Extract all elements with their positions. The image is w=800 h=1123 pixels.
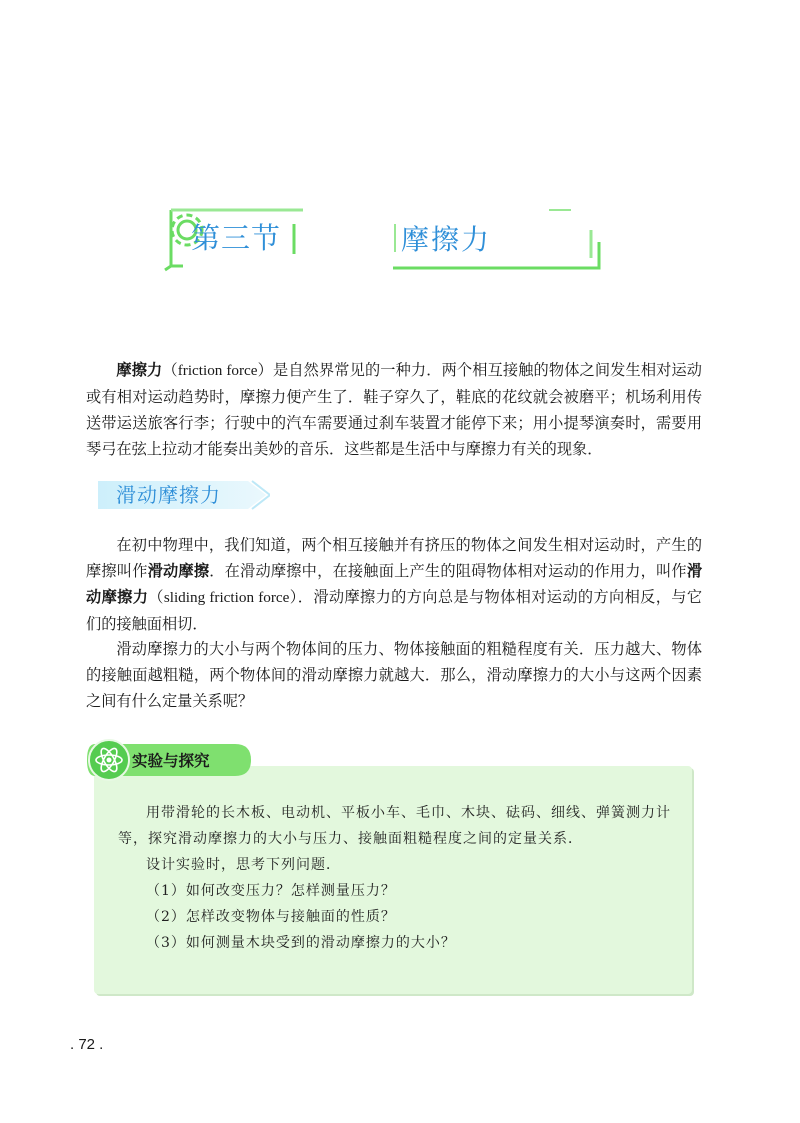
page-number: . 72 . [70,1036,104,1053]
subheading-ribbon [98,477,270,513]
section-title-banner [163,206,603,272]
p1-term-sliding-friction: 滑动摩擦 [147,562,210,580]
section-title: 摩擦力 [401,223,492,256]
p1-text-c: ．滑动摩擦力的方向总是与物体相对运动的方向相反，与它们的接触面相切． [86,588,702,633]
p1-term-en: （sliding friction force） [148,589,298,606]
section-number: 第三节 [191,221,282,255]
p2-text: 滑动摩擦力的大小与两个物体间的压力、物体接触面的粗糙程度有关．压力越大、物体的接触面越粗糙，两个物体间的滑动摩擦力就越大．那么，滑动摩擦力的大小与这两个因素之间有什么定量关系呢？ [86,640,702,710]
body-paragraph-1 [86,532,702,637]
intro-paragraph [86,357,702,462]
experiment-prompt: 设计实验时，思考下列问题． [146,857,341,873]
p1-term-sliding-friction-force: 滑动摩擦力 [86,562,703,606]
subheading-title: 滑动摩擦力 [116,483,221,507]
experiment-question-2: （2）怎样改变物体与接触面的性质？ [146,909,396,925]
experiment-content [118,800,674,956]
experiment-question-1: （1）如何改变压力？怎样测量压力？ [146,883,396,899]
experiment-label: 实验与探究 [132,752,210,770]
atom-icon [88,739,130,781]
intro-term-en: （friction force） [162,362,273,379]
body-paragraph-2 [86,636,702,714]
p1-text-b: ．在滑动摩擦中，在接触面上产生的阻碍物体相对运动的作用力，叫作 [209,562,687,580]
intro-text: 是自然界常见的一种力．两个相互接触的物体之间发生相对运动或有相对运动趋势时，摩擦力便产生了．鞋子穿久了，鞋底的花纹就会被磨平；机场利用传送带运送旅客行李；行驶中的汽车需要通过刹车装置才能停下来；用小提琴演奏时，需要用琴弓在弦上拉动才能奏出美妙的音乐．这些都是生活中与摩擦力有关的现象． [86,361,702,458]
p1-text-a: 在初中物理中，我们知道，两个相互接触并有挤压的物体之间发生相对运动时，产生的摩擦叫作 [86,536,702,580]
intro-term: 摩擦力 [116,361,163,379]
experiment-question-3: （3）如何测量木块受到的滑动摩擦力的大小？ [146,935,456,951]
experiment-intro: 用带滑轮的长木板、电动机、平板小车、毛巾、木块、砝码、细线、弹簧测力计等，探究滑动摩擦力的大小与压力、接触面粗糙程度之间的定量关系． [118,805,671,847]
